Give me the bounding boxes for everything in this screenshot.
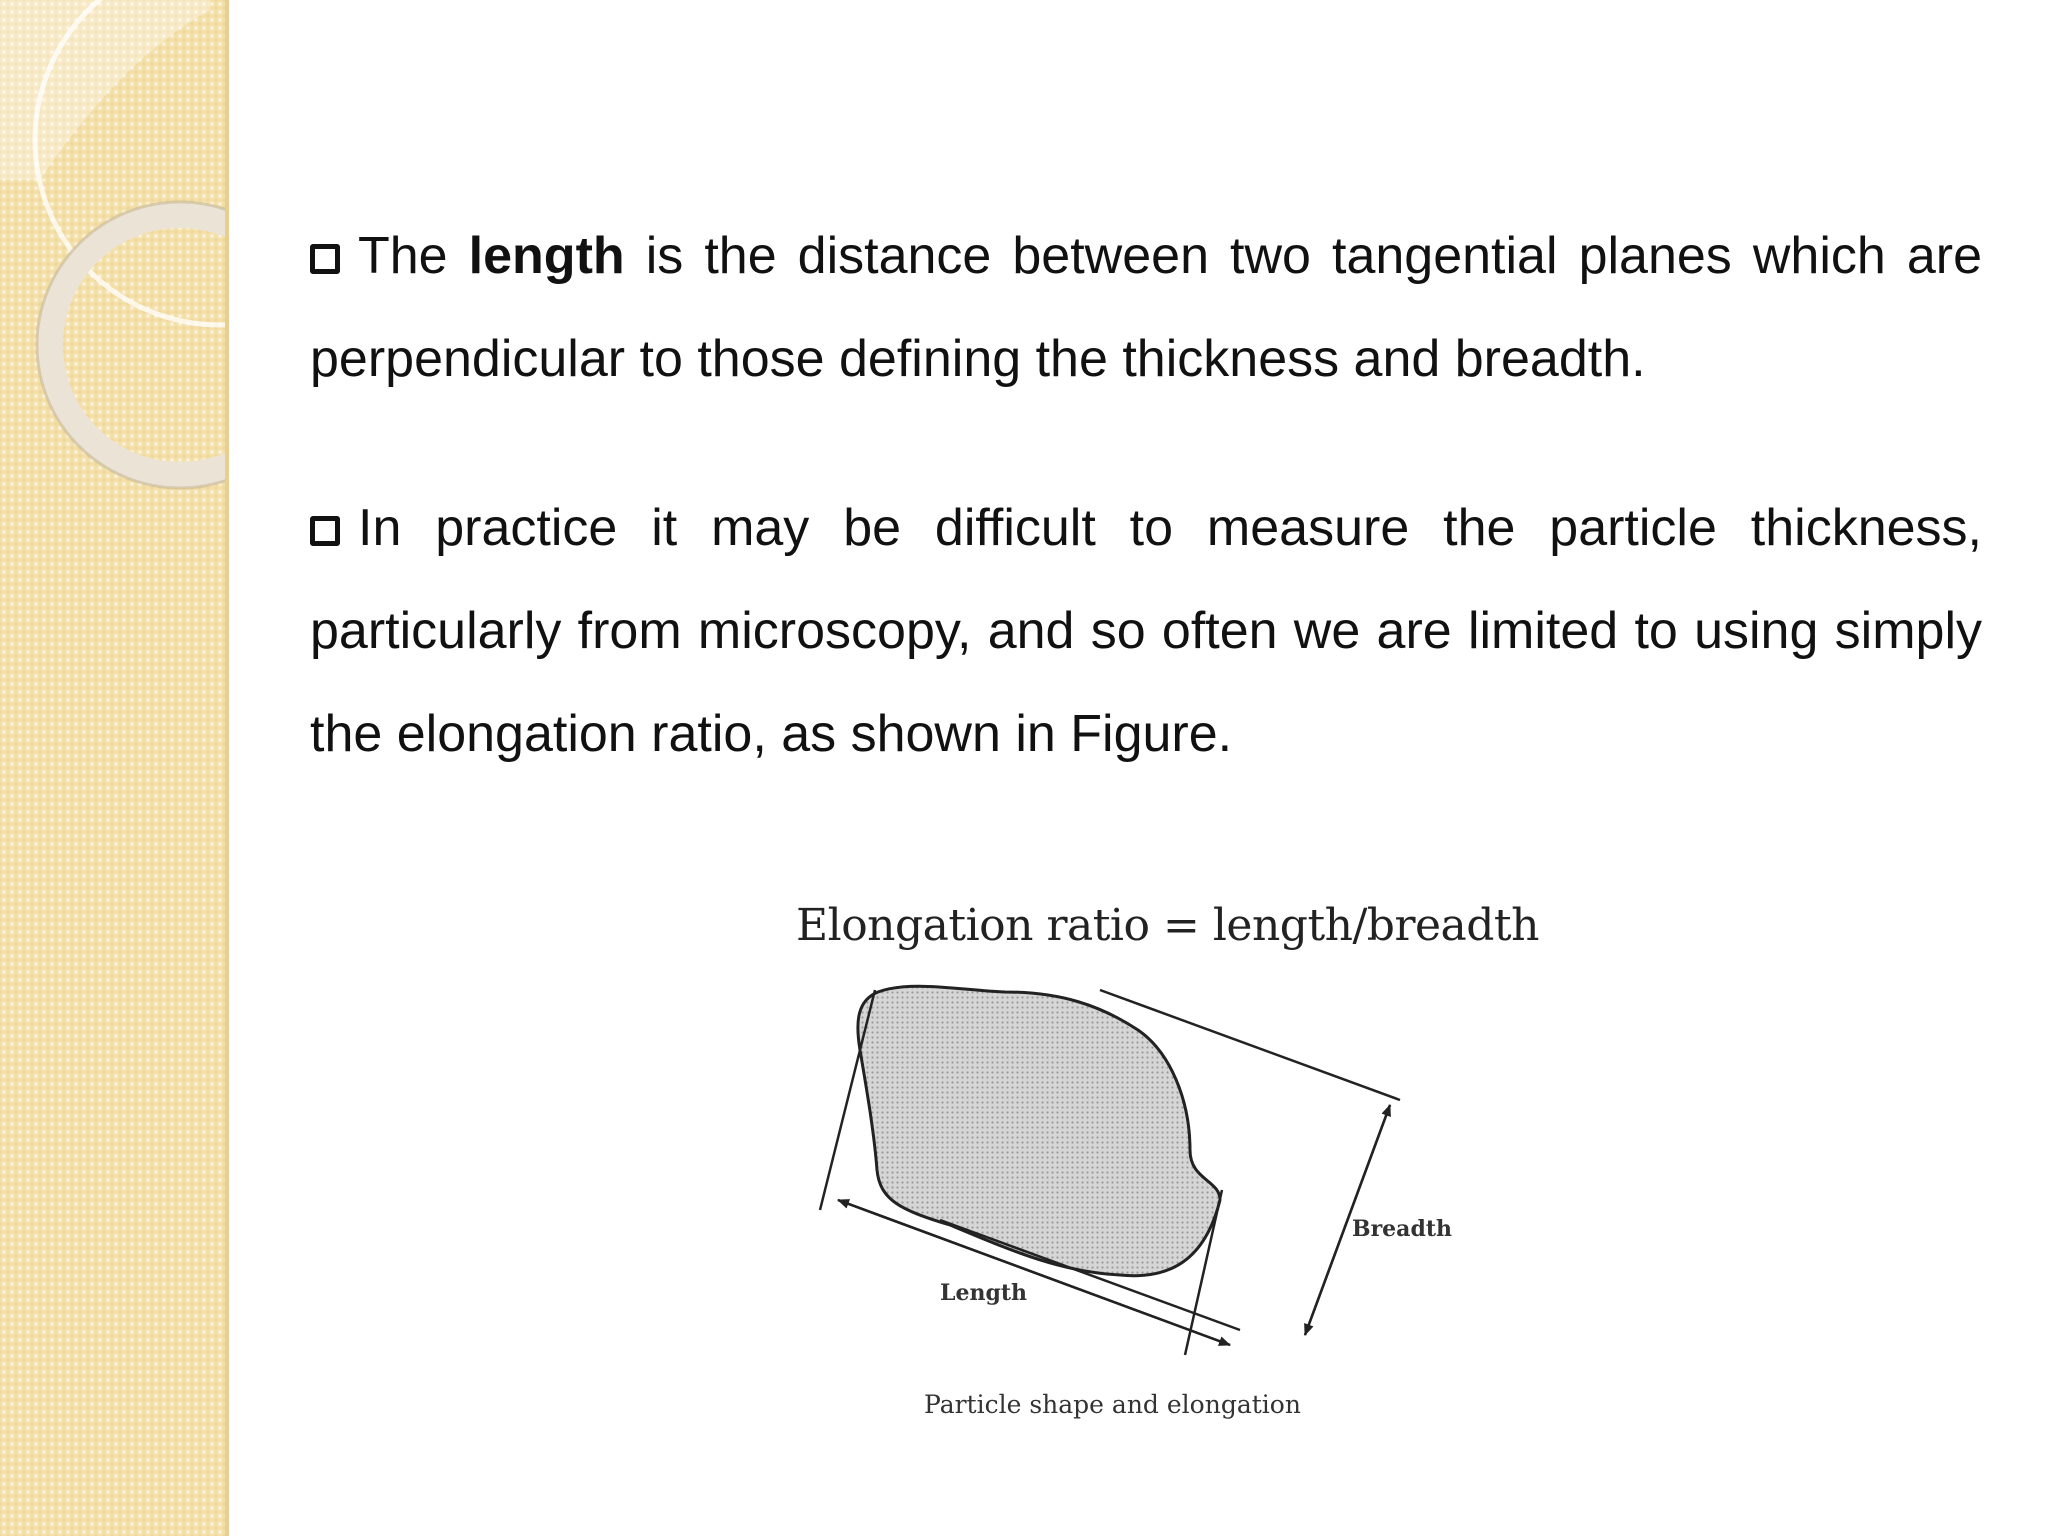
- slide-body: [310, 205, 1982, 786]
- para1-rest: is the distance between two tangential planes which are perpendicular to those defining the thickness and breadth.: [310, 227, 1983, 388]
- checkbox-bullet-icon: [310, 244, 340, 274]
- bullet-paragraph-length: [310, 205, 1982, 411]
- para2-text: In practice it may be difficult to measure the particle thickness, particularly from microscopy, and so often we are limited to using simply the elongation ratio, as shown in Figure.: [310, 499, 1982, 763]
- checkbox-bullet-icon: [310, 516, 340, 546]
- particle-diagram: [760, 880, 1520, 1440]
- para1-bold-term: length: [468, 227, 625, 285]
- decor-ring-thick: [50, 215, 229, 475]
- elongation-figure: [760, 880, 1539, 1440]
- decorative-rings: [0, 0, 229, 500]
- para1-prefix: The: [358, 227, 448, 285]
- figure-caption: Particle shape and elongation: [924, 1390, 1301, 1419]
- breadth-label: Breadth: [1352, 1216, 1452, 1242]
- figure-title: Elongation ratio = length/breadth: [796, 900, 1539, 951]
- particle-shape: [858, 986, 1220, 1276]
- sidebar-border: [225, 0, 229, 1536]
- decorative-sidebar: [0, 0, 229, 1536]
- length-label: Length: [940, 1280, 1028, 1306]
- bullet-paragraph-practice: [310, 477, 1982, 786]
- decor-panel: [0, 0, 210, 180]
